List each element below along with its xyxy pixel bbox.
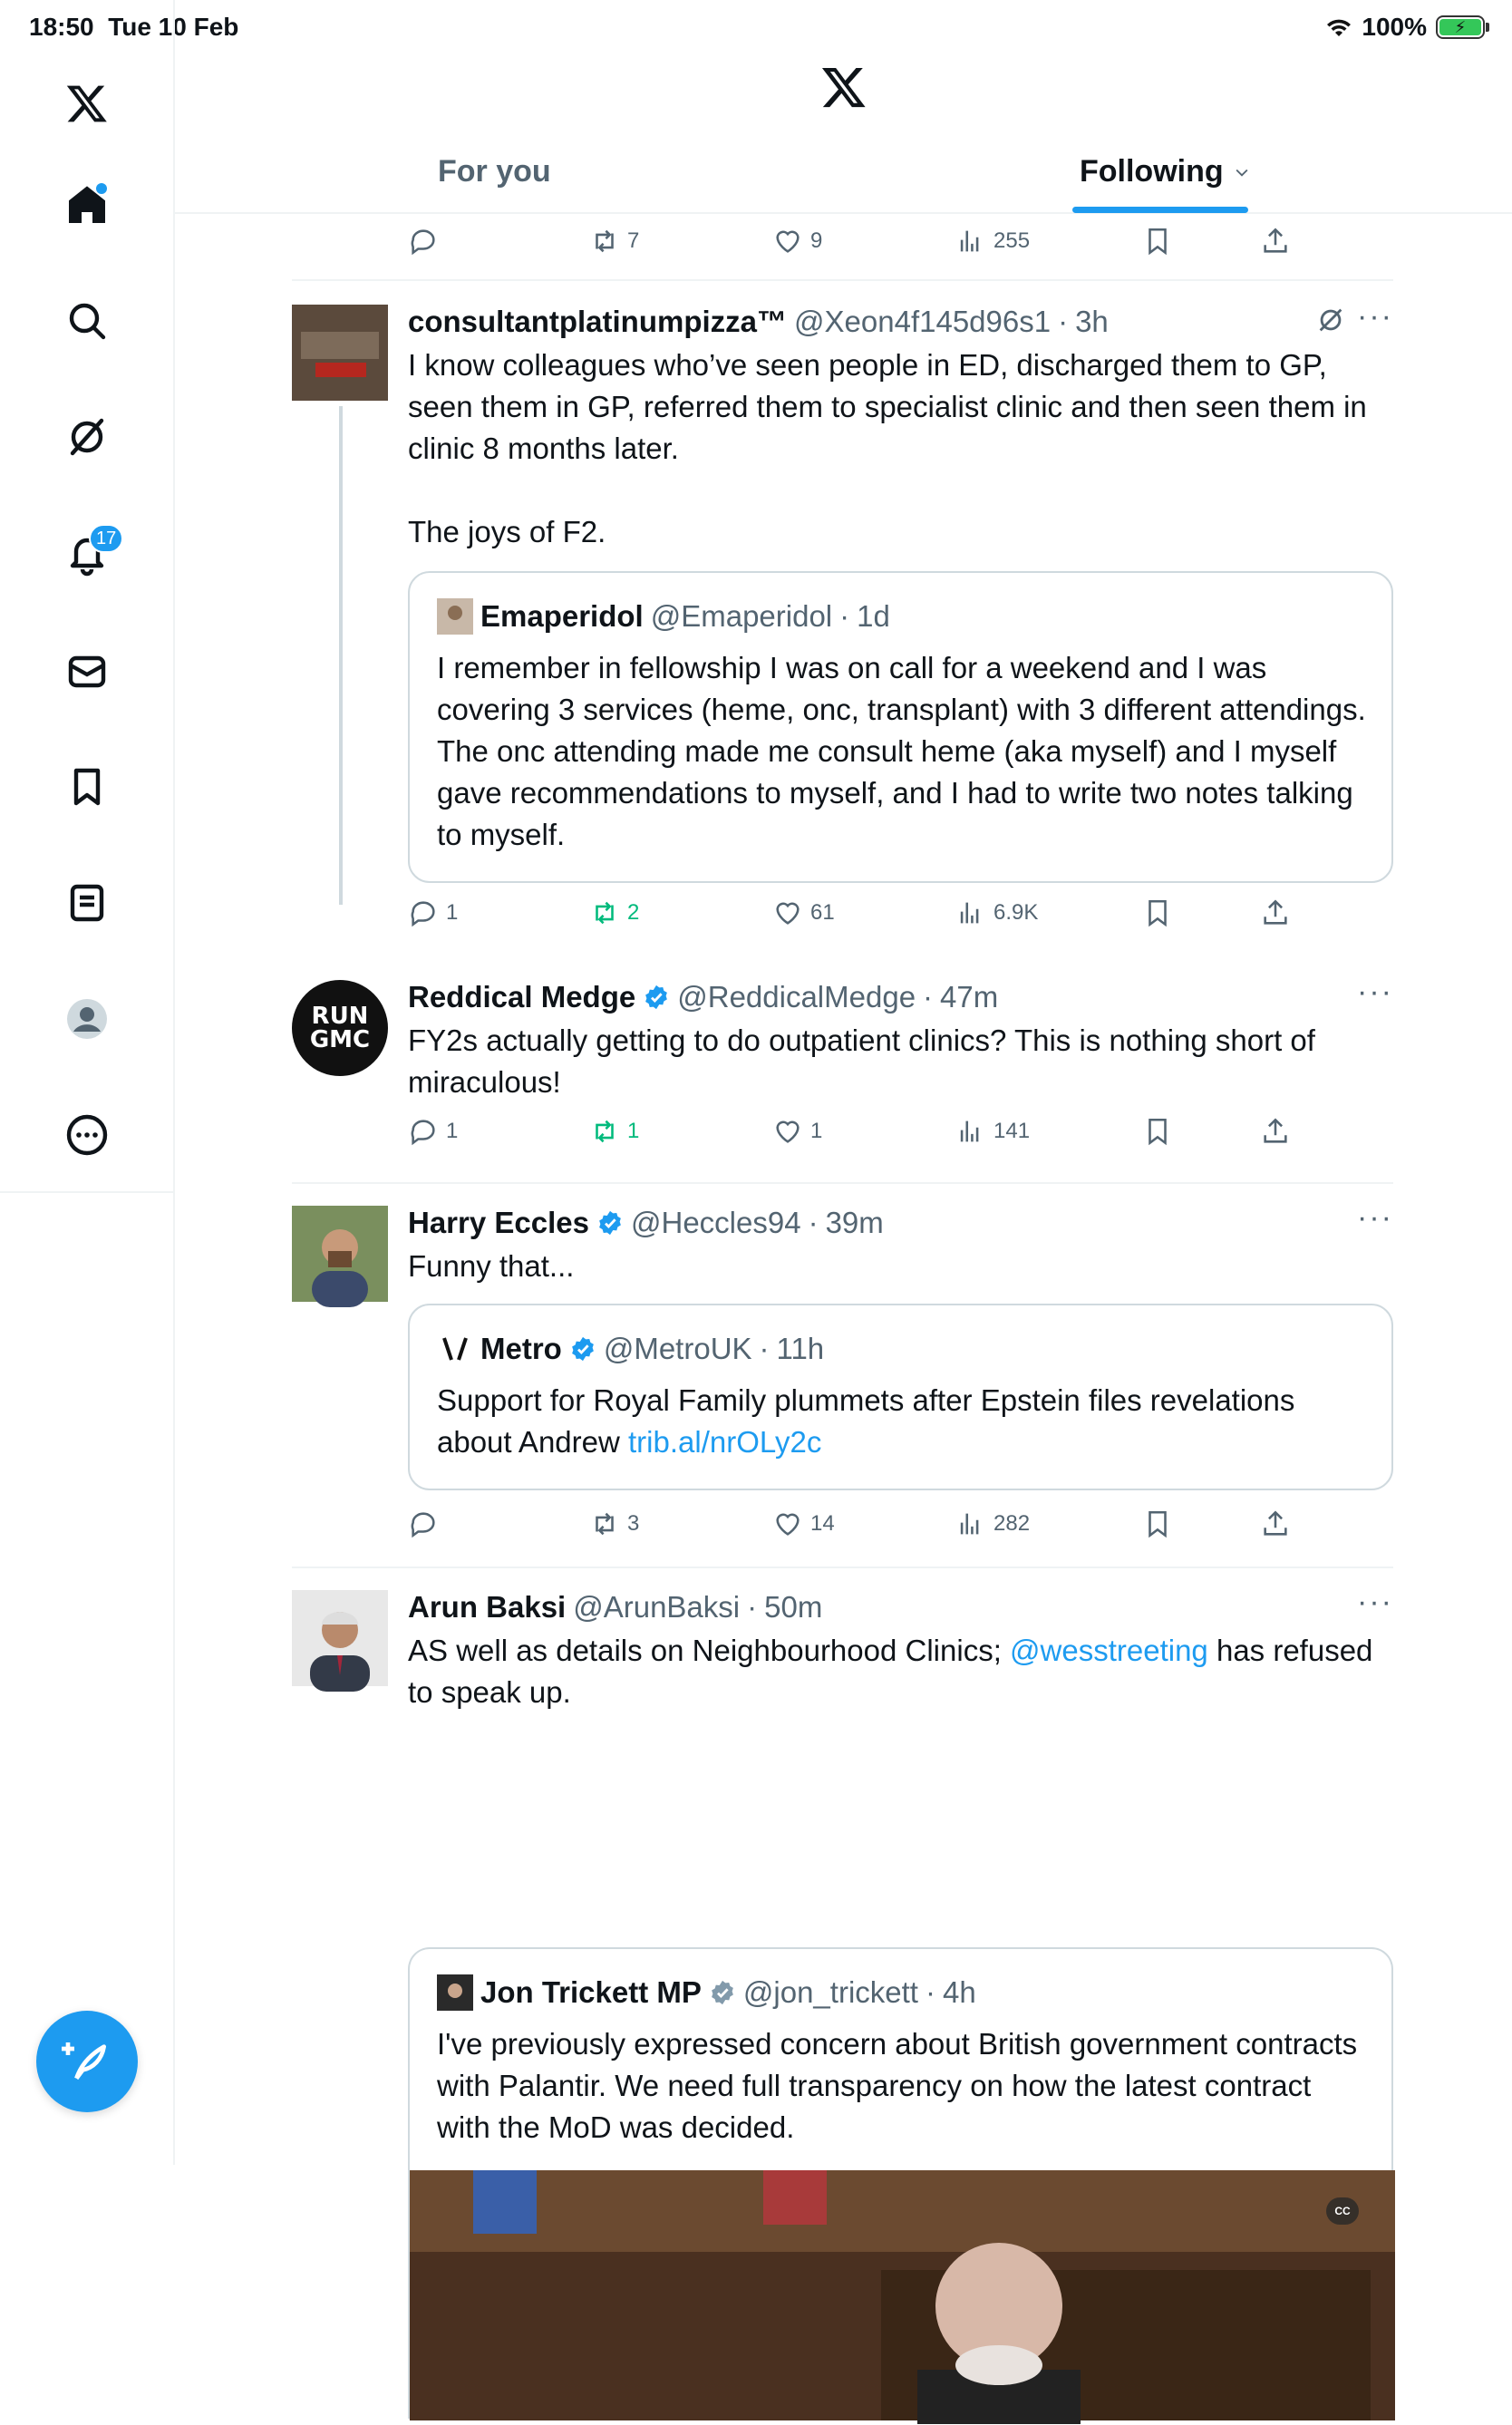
post-header [408,1590,822,1625]
post-time: 11h [776,1332,825,1365]
bookmark-icon [1142,226,1173,257]
retweet-icon [589,1116,620,1147]
quoted-post-text: I remember in fellowship I was on call for a weekend and I was covering 3 services (heme, onc, transplant) with 3 different attendings. The onc attending made me consult heme (aka myself) and I myself gave recommendations to myself, and I had to write two notes talking to myself. [437,651,1366,851]
share-upload-icon [1260,1508,1291,1539]
display-name: Metro [480,1332,562,1365]
verified-badge-icon [643,984,670,1011]
post-text: AS well as details on Neighbourhood Clinics; @wesstreeting has refused to speak up. [408,1634,1381,1709]
post-header [408,305,1109,339]
battery-percent: 100% [1362,13,1427,41]
reply-bubble-icon [408,226,439,257]
bookmark-button[interactable] [1142,1508,1173,1539]
wifi-icon [1325,16,1352,38]
bookmark-button[interactable] [1142,1116,1173,1147]
like-button[interactable] [772,1116,822,1147]
post-actions [408,897,1278,937]
bookmark-icon [1142,1116,1173,1147]
retweet-icon [589,1508,620,1539]
quoted-post[interactable] [408,1304,1393,1490]
separator-dot: · [808,1206,819,1239]
like-count: 61 [810,900,835,925]
grok-icon[interactable] [56,406,118,468]
reply-count: 1 [446,900,459,925]
x-logo-icon[interactable] [820,63,867,111]
chevron-down-icon [1233,163,1251,181]
reply-button[interactable] [408,1116,458,1147]
share-button[interactable] [1260,897,1291,928]
closed-captions-icon[interactable]: CC [1326,2197,1359,2225]
post-actions [408,1508,1278,1548]
post-separator [292,279,1393,281]
views-button[interactable] [955,1508,1030,1539]
video-thumbnail[interactable] [410,2170,1395,2420]
views-count: 6.9K [993,900,1039,925]
tab-following[interactable] [1080,154,1251,189]
article-link[interactable]: trib.al/nrOLy2c [628,1425,822,1459]
bookmark-icon [1142,1508,1173,1539]
post-text: I know colleagues who’ve seen people in ED, discharged them to GP, seen them in GP, referred them to specialist clinic and then seen them in clinic 8 months later. The joys of F2. [408,348,1367,548]
quoted-post-header [437,598,890,635]
notifications-bell-icon[interactable] [56,522,118,584]
post-time: 1d [857,599,890,633]
video-frame-image [410,2170,1395,2420]
separator-dot: · [925,1975,935,2009]
user-handle[interactable]: @Heccles94 [630,1206,801,1239]
messages-envelope-icon[interactable] [56,640,118,702]
views-bars-icon [955,1508,986,1539]
timeline-tabs [175,136,1512,214]
retweet-count: 3 [627,1511,640,1536]
x-logo-icon[interactable] [56,73,118,134]
views-count: 255 [993,228,1031,253]
compose-feather-icon [62,2036,112,2087]
retweet-icon [589,226,620,257]
quoted-post-text: Support for Royal Family plummets after Epstein files revelations about Andrew trib.al/nrOLy2c [437,1383,1295,1459]
more-options-icon[interactable] [56,1104,118,1166]
more-options-icon[interactable]: ··· [1357,1585,1393,1619]
more-options-icon[interactable]: ··· [1357,299,1393,334]
sidebar [0,0,175,2165]
quoted-post-header [437,1974,976,2011]
display-name[interactable]: consultantplatinumpizza™ [408,305,788,338]
avatar [437,1974,473,2011]
share-upload-icon [1260,897,1291,928]
government-badge-icon [709,1979,736,2006]
separator-dot: · [1058,305,1069,338]
bookmarks-icon[interactable] [56,756,118,818]
home-unread-dot [96,183,107,194]
separator-dot: · [923,980,934,1014]
views-button[interactable] [955,897,1038,928]
reply-button[interactable] [408,226,439,257]
reply-bubble-icon [408,897,439,928]
display-name[interactable]: Arun Baksi [408,1590,567,1624]
reply-bubble-icon [408,1116,439,1147]
notifications-badge: 17 [89,524,123,553]
views-bars-icon [955,1116,986,1147]
heart-icon [772,1116,803,1147]
share-button[interactable] [1260,1508,1291,1539]
display-name[interactable]: Harry Eccles [408,1206,589,1239]
views-bars-icon [955,897,986,928]
avatar[interactable] [292,1206,388,1302]
post-actions [408,1116,1278,1156]
quoted-post[interactable] [408,1947,1393,2419]
views-count: 141 [993,1119,1031,1143]
retweet-button[interactable] [589,226,639,257]
post-time[interactable]: 47m [940,980,999,1014]
post-text: Funny that... [408,1249,575,1283]
heart-icon [772,897,803,928]
retweet-button[interactable] [589,897,639,928]
like-count: 1 [810,1119,823,1143]
quoted-post-header [437,1331,824,1367]
compose-post-button[interactable] [36,2011,138,2112]
thread-connector-line [339,406,343,905]
retweet-icon [589,897,620,928]
bookmark-icon [1142,897,1173,928]
display-name[interactable]: Reddical Medge [408,980,636,1014]
reply-bubble-icon [408,1508,439,1539]
retweet-count: 1 [627,1119,640,1143]
mention-link[interactable]: @wesstreeting [1010,1634,1208,1667]
post-actions [408,226,1278,266]
retweet-count: 7 [627,228,640,253]
display-name: Emaperidol [480,599,644,633]
like-button[interactable] [772,1508,835,1539]
avatar[interactable]: RUN GMC [292,980,388,1076]
tab-active-indicator [1072,207,1248,213]
like-count: 9 [810,228,823,253]
grok-explain-icon[interactable] [1315,305,1346,335]
post-time: 4h [942,1975,976,2009]
profile-avatar-icon[interactable] [56,988,118,1050]
verified-badge-icon [596,1209,624,1237]
verified-badge-icon [569,1335,596,1363]
bookmark-button[interactable] [1142,226,1173,257]
battery-icon: ⚡ [1436,15,1485,39]
user-handle[interactable]: @ReddicalMedge [677,980,916,1014]
views-button[interactable] [955,226,1030,257]
post-text: FY2s actually getting to do outpatient clinics? This is nothing short of miraculous! [408,1023,1324,1099]
tab-following-label: Following [1080,154,1224,189]
tab-for-you[interactable]: For you [438,154,551,189]
sidebar-divider [0,1191,175,1193]
share-upload-icon [1260,1116,1291,1147]
status-time: 18:50 Tue 10 Feb [29,13,239,41]
like-count: 14 [810,1511,835,1536]
post-time[interactable]: 39m [825,1206,884,1239]
post-header [408,1206,884,1240]
share-button[interactable] [1260,1116,1291,1147]
heart-icon [772,1508,803,1539]
retweet-button[interactable] [589,1508,639,1539]
heart-icon [772,226,803,257]
retweet-count: 2 [627,900,640,925]
views-bars-icon [955,226,986,257]
more-options-icon[interactable]: ··· [1357,975,1393,1009]
user-handle: @MetroUK [603,1332,752,1365]
views-button[interactable] [955,1116,1030,1147]
user-handle: @Emaperidol [650,599,833,633]
views-count: 282 [993,1511,1031,1536]
like-button[interactable] [772,226,822,257]
reply-count: 1 [446,1119,459,1143]
home-icon[interactable] [56,174,118,236]
status-right [1325,13,1485,42]
separator-dot: · [747,1590,758,1624]
avatar [437,1331,473,1367]
separator-dot: · [759,1332,770,1365]
share-upload-icon [1260,226,1291,257]
quoted-post-text: I've previously expressed concern about British government contracts with Palantir. We need full transparency on how the latest contract with the MoD was decided. [437,2027,1358,2144]
more-options-icon[interactable]: ··· [1357,1200,1393,1235]
like-button[interactable] [772,897,835,928]
reply-button[interactable] [408,897,458,928]
post-separator [292,1567,1393,1568]
user-handle: @jon_trickett [742,1975,918,2009]
search-icon[interactable] [56,290,118,352]
post-separator [292,1182,1393,1184]
avatar[interactable] [292,1590,388,1686]
avatar [437,598,473,635]
post-header [408,980,998,1014]
post-time[interactable]: 3h [1075,305,1109,338]
share-button[interactable] [1260,226,1291,257]
user-handle[interactable]: @ArunBaksi [573,1590,741,1624]
lists-icon[interactable] [56,872,118,934]
separator-dot: · [839,599,850,633]
retweet-button[interactable] [589,1116,639,1147]
user-handle[interactable]: @Xeon4f145d96s1 [794,305,1052,338]
post-time[interactable]: 50m [764,1590,823,1624]
avatar[interactable] [292,305,388,401]
reply-button[interactable] [408,1508,439,1539]
bookmark-button[interactable] [1142,897,1173,928]
display-name: Jon Trickett MP [480,1975,702,2009]
quoted-post[interactable] [408,571,1393,883]
